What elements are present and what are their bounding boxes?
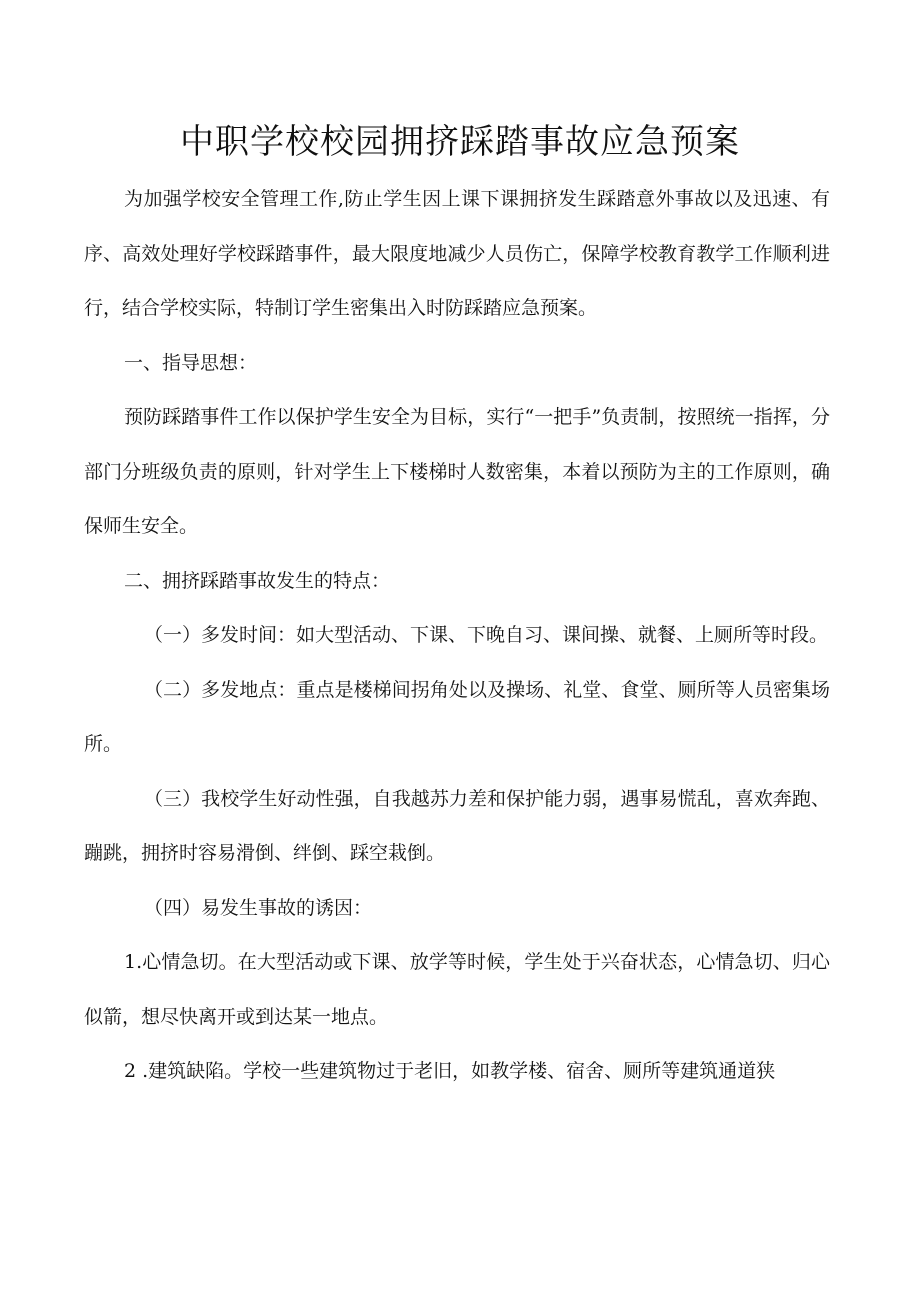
- section-heading-guiding-ideology: 一、指导思想：: [124, 351, 258, 374]
- characteristic-time-paragraph: （一）多发时间：如大型活动、下课、下晚自习、课间操、就餐、上厕所等时段。: [144, 624, 829, 646]
- characteristic-students-paragraph: （三）我校学生好动性强，自我越苏力差和保护能力弱，遇事易慌乱，喜欢奔跑、蹦跳，拥挤时容易滑倒、绊倒、踩空栽倒。: [84, 787, 830, 864]
- guiding-ideology-paragraph: 预防踩踏事件工作以保护学生安全为目标，实行“一把手”负责制，按照统一指挥，分部门分班级负责的原则，针对学生上下楼梯时人数密集，本着以预防为主的工作原则，确保师生安全。: [84, 406, 830, 537]
- characteristic-location-paragraph: （二）多发地点：重点是楼梯间拐角处以及操场、礼堂、食堂、厕所等人员密集场所。: [84, 678, 830, 755]
- section-heading-characteristics: 二、拥挤踩踏事故发生的特点：: [124, 569, 391, 592]
- cause-1-paragraph: 1.心情急切。在大型活动或下课、放学等时候，学生处于兴奋状态，心情急切、归心似箭，想尽快离开或到达某一地点。: [84, 951, 830, 1028]
- cause-2-paragraph: 2 .建筑缺陷。学校一些建筑物过于老旧，如教学楼、宿舍、厕所等建筑通道狭: [124, 1060, 776, 1082]
- intro-paragraph: 为加强学校安全管理工作,防止学生因上课下课拥挤发生踩踏意外事故以及迅速、有序、高效处理好学校踩踏事件，最大限度地减少人员伤亡，保障学校教育教学工作顺利进行，结合学校实际，特制订学生密集出入时防踩踏应急预案。: [84, 188, 830, 319]
- document-title: 中职学校校园拥挤踩踏事故应急预案: [180, 122, 740, 162]
- document-body: [84, 172, 830, 1099]
- subheading-causes: （四）易发生事故的诱因：: [144, 896, 373, 919]
